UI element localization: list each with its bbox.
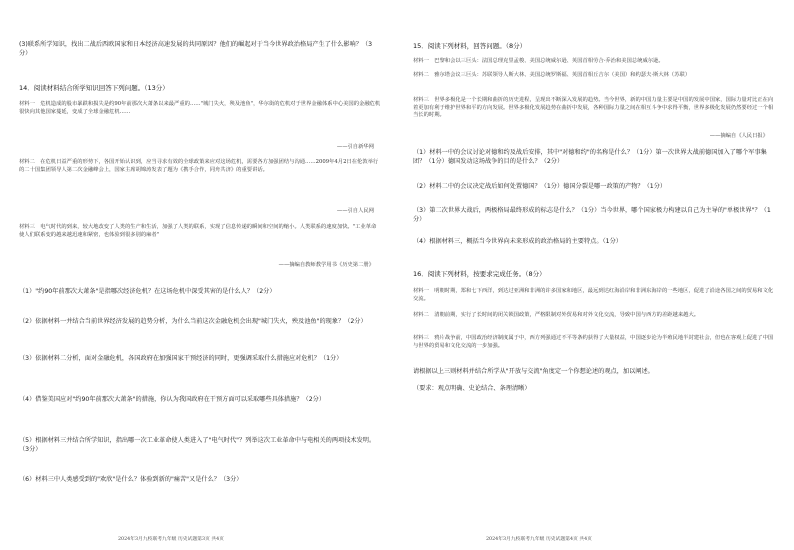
question-14-title: 14．阅读材料结合所学知识回答下列问题。（13分） [19, 84, 169, 92]
material-2-source: ——引自人民网 [336, 208, 374, 214]
subquestion-1: （1）材料一中的会议讨论对德和约及战后安排，其中"对德和约"的名称是什么？（1分）第一次世界大战前德国加入了哪个军事集团？（1分）德国发动这场战争的目的是什么？（2分） [413, 149, 767, 165]
subquestion-2: （2）材料二中的会议决定战后如何处置德国？（1分）德国分裂是哪一政策的产物？（1分） [413, 183, 667, 190]
question-15-title: 15．阅读下列材料，回答问题。（8分） [413, 42, 527, 50]
subquestion-1: （1）"约90年前那次大萧条"是指哪次经济危机？在这场危机中深受其害的是什么人？（2分） [19, 288, 276, 295]
material-3: 材料三 电气时代的到来，较大地改变了人类的生产和生活，加强了人类的联系，实现了信息传递的瞬间和空间的缩小。人类联系的速度加快。"工业革命使人们联系变的越来越迅速和紧密，也体验到很多别的麻者" [19, 224, 377, 238]
subquestion-4: （4）借鉴美国应对"约90年前那次大萧条"的措施，你认为我国政府在干预方面可以采取哪些具体措施？（2分） [19, 396, 326, 403]
material-1: 材料一 明朝时期，郑和七下西洋，到达过亚洲和非洲的许多国家和地区，最远到达红海沿岸和非洲东海岸的一些地区，促进了沿途各国之间的贸易和文化交流。 [413, 288, 774, 302]
task-requirement: （要求：观点明确、史论结合、条理清晰） [413, 385, 531, 392]
subquestion-6: （6）材料三中人类感受到的"欢欣"是什么？体验到新的"痛苦"又是什么？（3分） [19, 476, 243, 483]
material-2: 材料二 雅尔塔会议三巨头：苏联领导人斯大林、美国总统罗斯福、英国首相丘吉尔（美国）和约瑟夫·斯大林（苏联） [413, 72, 691, 78]
subquestion-4: （4）根据材料三，概括当今世界向未来形成的政治格局的主要特点。（1分） [413, 238, 622, 245]
material-1-source: ——引自新华网 [336, 144, 374, 150]
material-2: 材料二 清朝前期，实行了长时间的闭关锁国政策，严格限制对外贸易和对外文化交流，导致中国与西方的差距越来越大。 [413, 312, 700, 318]
task-instruction: 请根据以上三则材料并结合所学从"开放与交流"角度定一个你想论述的观点，加以阐述。 [413, 368, 654, 375]
material-2: 材料二 在危机日益严重的形势下，各国开始认识到，应当寻求有效的全球政策来应对这场危机，需要各方加强团结与沟通……2009年4月2日在伦敦举行的二十国集团领导人第二次金融峰会上，国家主席胡锦涛发表了题为《携手合作，同舟共济》的重要讲话。 [19, 159, 379, 173]
page-footer-right: 2024年3月九校联考九年级 历史试题第4页 共4页 [486, 537, 592, 542]
question-16-title: 16．阅读下列材料，按要求完成任务。（8分） [413, 270, 546, 278]
material-1: 材料一 危机造成的股市暴跌和损失是约90年前那次大萧条以来最严重的……"城门失火，殃及池鱼"，华尔街的危机对于世界金融体系中心美国的金融危机很快向其他国家蔓延，变成了全球金融危机…… [19, 101, 381, 115]
subquestion-3: （3）依据材料二分析，面对金融危机，各国政府在加强国家干预经济的同时，更强调采取什么措施应对危机？（1分） [19, 355, 343, 362]
page-footer-left: 2024年3月九校联考九年级 历史试题第3页 共4页 [118, 537, 224, 542]
material-3-source: ——摘编自《人民日报》 [709, 133, 768, 139]
material-3: 材料三 鸦片战争前，中国政治经济制度属于中，西方列强通过不平等条约获得了大量权益，中国逐步沦为半殖民地半封建社会，但也在客观上促进了中国与世界的贸易和文化交流的一步加强。 [413, 335, 774, 349]
material-3-source: ——摘编自教师教学用书《历史第二册》 [278, 262, 374, 268]
subquestion-3: （3）第二次世界大战后，两极格局最终形成的标志是什么？（1分）当今世界，哪个国家极力构建以自己为主导的"单极世界"？（1分） [413, 207, 771, 223]
question-13-3: (3)联系所学知识，找出二战后西欧国家和日本经济高速发展的共同原因？他们的崛起对于当今世界政治格局产生了什么影响？（3分） [19, 41, 373, 57]
page-4 [397, 0, 794, 550]
material-3: 材料三 世界多极化是一个长期和曲折的历史进程，呈现出不断深入发展的趋势。当今世界，新的中国力量主要是中国的发展中国家，国际力量对比正在向着更加有利于维护世界和平的方向发展。世界多极化发展趋势在曲折中发展，各种国际力量之间在相互斗争中求得平衡，世界多极化发展仍然要经过一个相当长的时期。 [413, 97, 774, 119]
subquestion-2: （2）依据材料一并结合当前世界经济发展的趋势分析，为什么当前这次金融危机会出现"城门失火，殃及池鱼"的现象？（2分） [19, 318, 367, 325]
material-1: 材料一 巴黎和会以三巨头：法国总理克里孟梭、美国总统威尔逊、英国首相劳合·乔治和美国总统威尔逊。 [413, 58, 664, 64]
subquestion-5: （5）根据材料三并结合所学知识，指出哪一次工业革命使人类进入了"电气时代"？列举这次工业革命中与电相关的两项技术发明。（3分） [19, 437, 376, 453]
